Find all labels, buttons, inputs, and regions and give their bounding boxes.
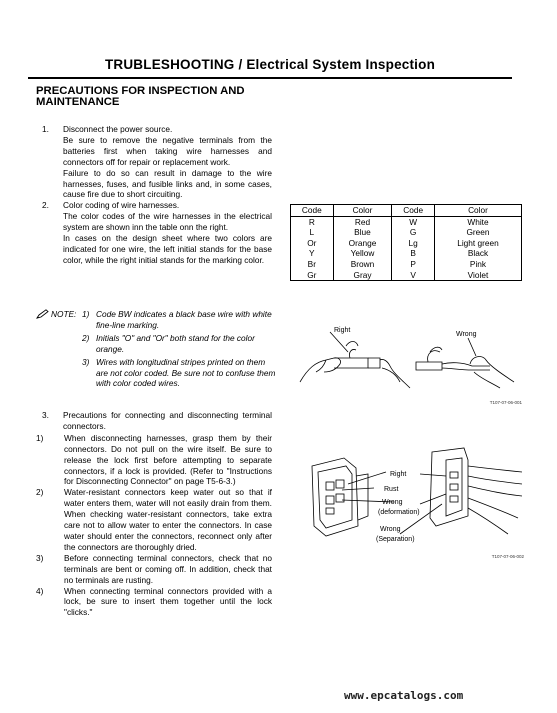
table-header-cell: Color (434, 205, 521, 217)
section-title: PRECAUTIONS FOR INSPECTION AND MAINTENANCE (36, 85, 245, 108)
table-cell: Lg (392, 238, 435, 249)
table-cell: Gr (291, 270, 334, 281)
color-code-table (290, 204, 522, 281)
table-cell: R (291, 216, 334, 227)
table-cell: Gray (333, 270, 392, 281)
note-block (36, 309, 276, 389)
note-text: Wires with longitudinal stripes printed on them are not color coded. Be sure not to confuse them with color coded wires. (96, 356, 276, 389)
steps-block (36, 124, 272, 266)
step-1 (36, 124, 272, 200)
table-cell: Brown (333, 259, 392, 270)
note-number: 1) (82, 309, 90, 319)
connector-precautions (36, 410, 272, 618)
step-text: Disconnect the power source. Be sure to remove the negative terminals from the batteries first when taking wire harnesses and connectors off for repair or replacement work. Failure to do so can result in damage to the wire harnesses, fuses, and fusible links and, in some cases, cause fire due to short circuiting. (63, 124, 272, 200)
table-cell: Violet (434, 270, 521, 281)
step-2 (36, 200, 272, 265)
substep-number: 3) (36, 552, 44, 563)
table-header-cell: Code (392, 205, 435, 217)
table-row (291, 270, 522, 281)
substep (36, 433, 272, 488)
table-cell: G (392, 227, 435, 238)
table-cell: Br (291, 259, 334, 270)
page-title: TRUBLESHOOTING / Electrical System Inspection (104, 57, 436, 72)
rust-label: Rust (384, 486, 399, 493)
table-cell: L (291, 227, 334, 238)
watermark-url: www.epcatalogs.com (344, 689, 464, 702)
substep-text: When connecting terminal connectors provided with a lock, be sure to insert them together until the lock "clicks." (64, 585, 272, 618)
table-cell: White (434, 216, 521, 227)
step-number: 3. (42, 410, 49, 420)
figure-caption: T107-07-06-002 (491, 554, 524, 559)
substep-number: 1) (36, 432, 44, 443)
table-row (291, 216, 522, 227)
table-header-cell: Color (333, 205, 392, 217)
substep (36, 586, 272, 619)
figure-wrong-label: Wrong (456, 331, 477, 338)
note-text: Initials "O" and "Or" both stand for the color orange. (96, 332, 255, 354)
figure-connector-terminals (296, 446, 524, 562)
title-rule (28, 77, 512, 79)
table-row (291, 227, 522, 238)
table-cell: W (392, 216, 435, 227)
substep-number: 4) (36, 585, 44, 596)
note-text: Code BW indicates a black base wire with white fine-line marking. (96, 309, 272, 330)
table-cell: Black (434, 248, 521, 259)
table-header-row (291, 205, 522, 217)
grasp-illustration (290, 322, 522, 394)
table-header-cell: Code (291, 205, 334, 217)
table-cell: Y (291, 248, 334, 259)
substep (36, 553, 272, 586)
substep-text: When disconnecting harnesses, grasp them by their connectors. Do not pull on the wire itself. Be sure to release the lock first before attempting to separate connectors, if a lock is provided. (Refer to "Instructions for Disconnecting Connector" on page T5-6-3.) (64, 432, 272, 487)
substep (36, 487, 272, 552)
note-label: NOTE: (51, 309, 77, 319)
table-cell: V (392, 270, 435, 281)
note-number: 2) (82, 332, 90, 343)
substep-text: Before connecting terminal connectors, check that no terminals are bent or coming off. In addition, check that no terminals are rusting. (64, 552, 272, 585)
table-cell: Green (434, 227, 521, 238)
step-number: 2. (42, 200, 49, 211)
table-row (291, 259, 522, 270)
deformation-label: (deformation) (378, 509, 420, 516)
substep-text: Water-resistant connectors keep water out so that if water enters them, water will not easily drain from them. When checking water-resistant connectors, take extra care not to allow water to enter the connectors. In case water should enter the connectors, reconnect only after the connectors are thoroughly dried. (64, 487, 272, 552)
right-label: Right (390, 471, 407, 478)
substep-number: 2) (36, 487, 44, 498)
table-row (291, 248, 522, 259)
table-cell: Or (291, 238, 334, 249)
note-item (82, 357, 276, 390)
pencil-icon (36, 309, 49, 319)
step-3 (36, 410, 272, 432)
table-cell: B (392, 248, 435, 259)
wrong-separation-label: Wrong (380, 526, 401, 533)
figure-grasp-connector (290, 322, 522, 410)
figure-caption: T107-07-06-001 (489, 400, 522, 405)
table-cell: Yellow (333, 248, 392, 259)
figure-right-label: Right (334, 327, 351, 334)
table-cell: Orange (333, 238, 392, 249)
step-number: 1. (42, 124, 49, 134)
step-text: Precautions for connecting and disconnecting terminal connectors. (63, 410, 272, 431)
wrong-deformation-label: Wrong (382, 499, 403, 506)
table-cell: Red (333, 216, 392, 227)
table-row (291, 238, 522, 249)
table-cell: Light green (434, 238, 521, 249)
separation-label: (Separation) (376, 536, 415, 543)
table-cell: Pink (434, 259, 521, 270)
connector-illustration (296, 446, 524, 550)
note-number: 3) (82, 356, 90, 367)
note-item (82, 309, 276, 331)
table-cell: P (392, 259, 435, 270)
step-text: Color coding of wire harnesses. The color codes of the wire harnesses in the electrical system are shown inn the table onn the right. In cases on the design sheet where two colors are indicated for one wire, the left initial stands for the base color, while the right initial stands for the marking color. (63, 200, 272, 265)
note-item (82, 333, 276, 355)
table-cell: Blue (333, 227, 392, 238)
